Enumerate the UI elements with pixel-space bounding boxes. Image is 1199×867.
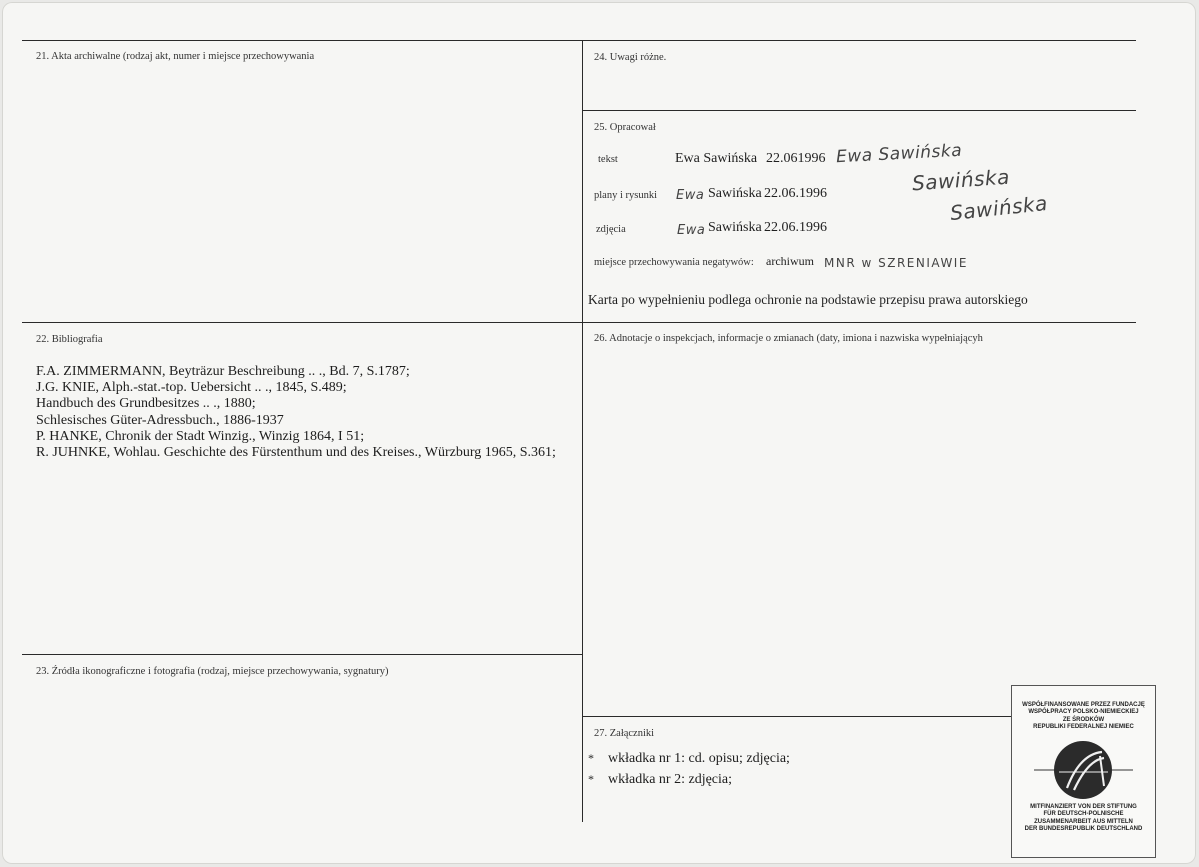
- copyright-note: Karta po wypełnieniu podlega ochronie na podstawie przepisu prawa autorskiego: [588, 292, 1028, 307]
- list-item: Schlesisches Güter-Adressbuch., 1886-1937: [36, 412, 284, 428]
- handwritten-name-plany: Ewa: [676, 188, 705, 203]
- stamp-line: DER BUNDESREPUBLIK DEUTSCHLAND: [1024, 826, 1143, 833]
- bullet-icon: *: [588, 772, 594, 786]
- opracowal-row-label-zdjecia: zdjęcia: [596, 224, 626, 235]
- list-item: P. HANKE, Chronik der Stadt Winzig., Winzig 1864, I 51;: [36, 428, 365, 444]
- opracowal-row-name-tekst: Ewa Sawińska: [675, 151, 758, 166]
- opracowal-row-date-plany: 22.06.1996: [764, 186, 827, 201]
- bibliography-list: [36, 364, 556, 461]
- opracowal-row-name-plany: Sawińska: [708, 186, 762, 201]
- rule-row-2: [22, 322, 1136, 323]
- section-24-label: 24. Uwagi różne.: [594, 52, 667, 63]
- section-27-label: 27. Załączniki: [594, 728, 655, 739]
- stamp-line: FÜR DEUTSCH-POLNISCHE: [1043, 811, 1124, 818]
- negatives-handwritten: MNR w SZRENIAWIE: [824, 256, 968, 270]
- attachment-text: wkładka nr 2: zdjęcia;: [608, 772, 733, 787]
- signature-plany: Sawińska: [911, 164, 1011, 196]
- stamp-line: WSPÓŁPRACY POLSKO-NIEMIECKIEJ: [1028, 709, 1139, 716]
- stamp-line: WSPÓŁFINANSOWANE PRZEZ FUNDACJĘ: [1022, 702, 1145, 708]
- stamp-line: MITFINANZIERT VON DER STIFTUNG: [1030, 804, 1137, 810]
- list-item: [588, 769, 790, 790]
- stamp-text-bottom: [1012, 804, 1155, 834]
- section-26-label: 26. Adnotacje o inspekcjach, informacje o zmianach (daty, imiona i nazwiska wypełniającyh: [594, 333, 983, 344]
- list-item: F.A. ZIMMERMANN, Beyträzur Beschreibung .. ., Bd. 7, S.1787;: [36, 364, 410, 379]
- opracowal-row-label-plany: plany i rysunki: [594, 190, 657, 201]
- stamp-text-top: [1012, 702, 1155, 732]
- section-23-label: 23. Źródła ikonograficzne i fotografia (rodzaj, miejsce przechowywania, sygnatury): [36, 666, 389, 677]
- negatives-label: miejsce przechowywania negatywów:: [594, 257, 754, 268]
- stamp-line: ZUSAMMENARBEIT AUS MITTELN: [1034, 818, 1133, 825]
- foundation-logo-icon: [1012, 738, 1155, 802]
- signature-zdjecia: Sawińska: [949, 190, 1049, 226]
- handwritten-name-zdjecia: Ewa: [677, 223, 706, 238]
- stamp-line: REPUBLIKI FEDERALNEJ NIEMIEC: [1033, 724, 1134, 731]
- opracowal-row-date-zdjecia: 22.06.1996: [764, 220, 827, 235]
- list-item: [588, 748, 790, 769]
- opracowal-row-name-zdjecia: Sawińska: [708, 220, 762, 235]
- attachment-text: wkładka nr 1: cd. opisu; zdjęcia;: [608, 751, 790, 766]
- rule-22-23: [22, 654, 582, 655]
- list-item: Handbuch des Grundbesitzes .. ., 1880;: [36, 396, 256, 412]
- opracowal-row-label-tekst: tekst: [598, 154, 618, 165]
- attachments-list: [588, 748, 790, 790]
- list-item: R. JUHNKE, Wohlau. Geschichte des Fürstenthum und des Kreises., Würzburg 1965, S.361;: [36, 445, 556, 461]
- rule-24-25: [582, 110, 1136, 111]
- top-rule: [22, 40, 1136, 41]
- list-item: J.G. KNIE, Alph.-stat.-top. Uebersicht .. ., 1845, S.489;: [36, 380, 347, 396]
- rule-26-27: [582, 716, 1012, 717]
- center-divider: [582, 40, 583, 822]
- foundation-stamp: [1011, 685, 1156, 858]
- opracowal-row-date-tekst: 22.061996: [766, 151, 826, 166]
- signature-tekst: Ewa Sawińska: [835, 140, 963, 168]
- stamp-line: ZE ŚRODKÓW: [1062, 716, 1105, 723]
- section-25-label: 25. Opracował: [594, 122, 656, 133]
- bullet-icon: *: [588, 751, 594, 765]
- section-21-label: 21. Akta archiwalne (rodzaj akt, numer i miejsce przechowywania: [36, 51, 315, 62]
- section-22-label: 22. Bibliografia: [36, 334, 103, 345]
- negatives-value: archiwum: [766, 254, 814, 268]
